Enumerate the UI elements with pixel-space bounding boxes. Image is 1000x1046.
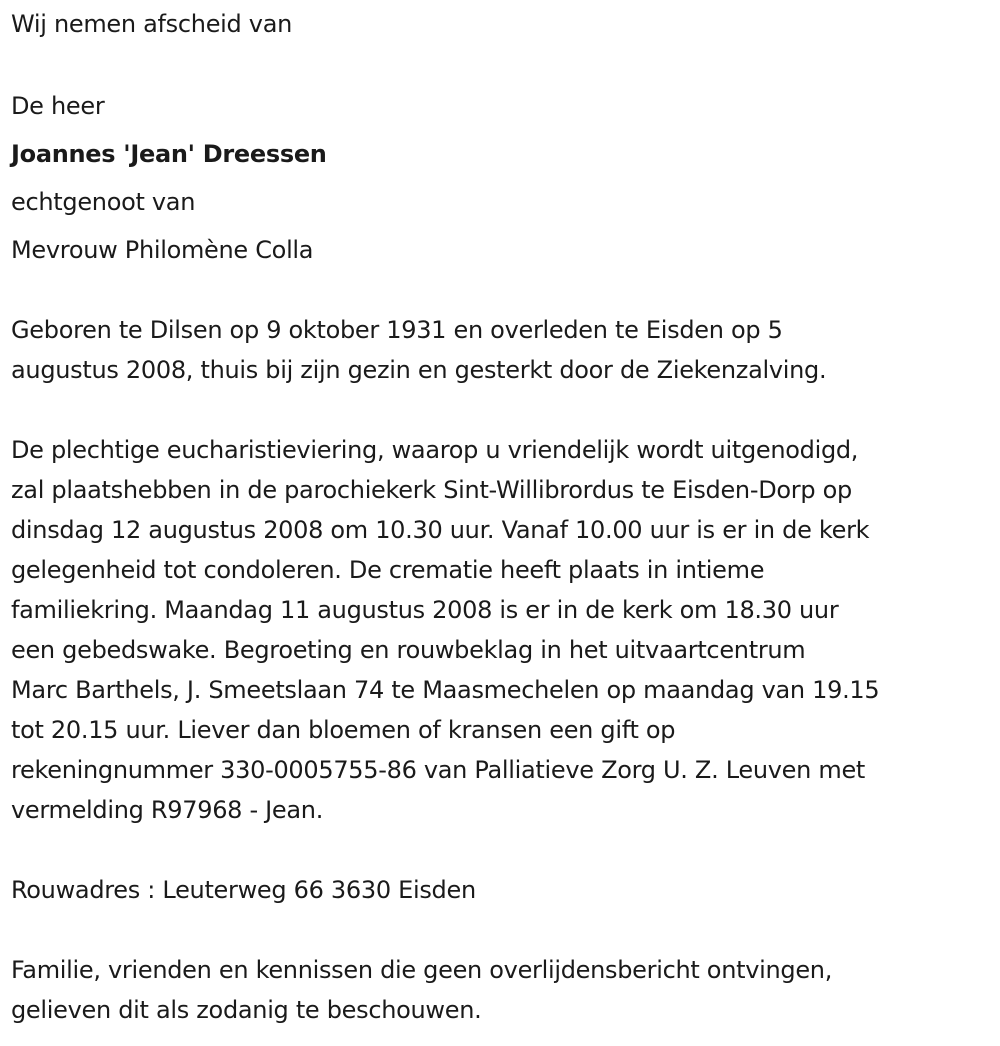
paragraph-line: een gebedswake. Begroeting en rouwbeklag in het uitvaartcentrum [11,636,806,664]
relation-text: echtgenoot van [11,188,196,216]
paragraph-line: vermelding R97968 - Jean. [11,796,324,824]
spouse-name: Mevrouw Philomène Colla [11,236,314,264]
paragraph-line: rekeningnummer 330-0005755-86 van Palliatieve Zorg U. Z. Leuven met [11,756,866,784]
paragraph-line: zal plaatshebben in de parochiekerk Sint-Willibrordus te Eisden-Dorp op [11,476,852,504]
paragraph-line: gelieven dit als zodanig te beschouwen. [11,996,482,1024]
paragraph-line: gelegenheid tot condoleren. De crematie heeft plaats in intieme [11,556,765,584]
paragraph-line: augustus 2008, thuis bij zijn gezin en gesterkt door de Ziekenzalving. [11,356,827,384]
paragraph-line: dinsdag 12 augustus 2008 om 10.30 uur. Vanaf 10.00 uur is er in de kerk [11,516,870,544]
birth-death-paragraph [11,310,826,390]
paragraph-line: Marc Barthels, J. Smeetslaan 74 te Maasmechelen op maandag van 19.15 [11,676,880,704]
closing-paragraph [11,950,832,1030]
ceremony-paragraph [11,430,879,830]
paragraph-line: tot 20.15 uur. Liever dan bloemen of kransen een gift op [11,716,676,744]
paragraph-line: De plechtige eucharistieviering, waarop u vriendelijk wordt uitgenodigd, [11,436,859,464]
paragraph-line: familiekring. Maandag 11 augustus 2008 is er in de kerk om 18.30 uur [11,596,839,624]
salutation-text: De heer [11,92,105,120]
paragraph-line: Geboren te Dilsen op 9 oktober 1931 en overleden te Eisden op 5 [11,316,783,344]
paragraph-line: Familie, vrienden en kennissen die geen overlijdensbericht ontvingen, [11,956,833,984]
intro-text: Wij nemen afscheid van [11,10,293,38]
deceased-name: Joannes 'Jean' Dreessen [11,140,327,168]
mourning-address: Rouwadres : Leuterweg 66 3630 Eisden [11,876,476,904]
